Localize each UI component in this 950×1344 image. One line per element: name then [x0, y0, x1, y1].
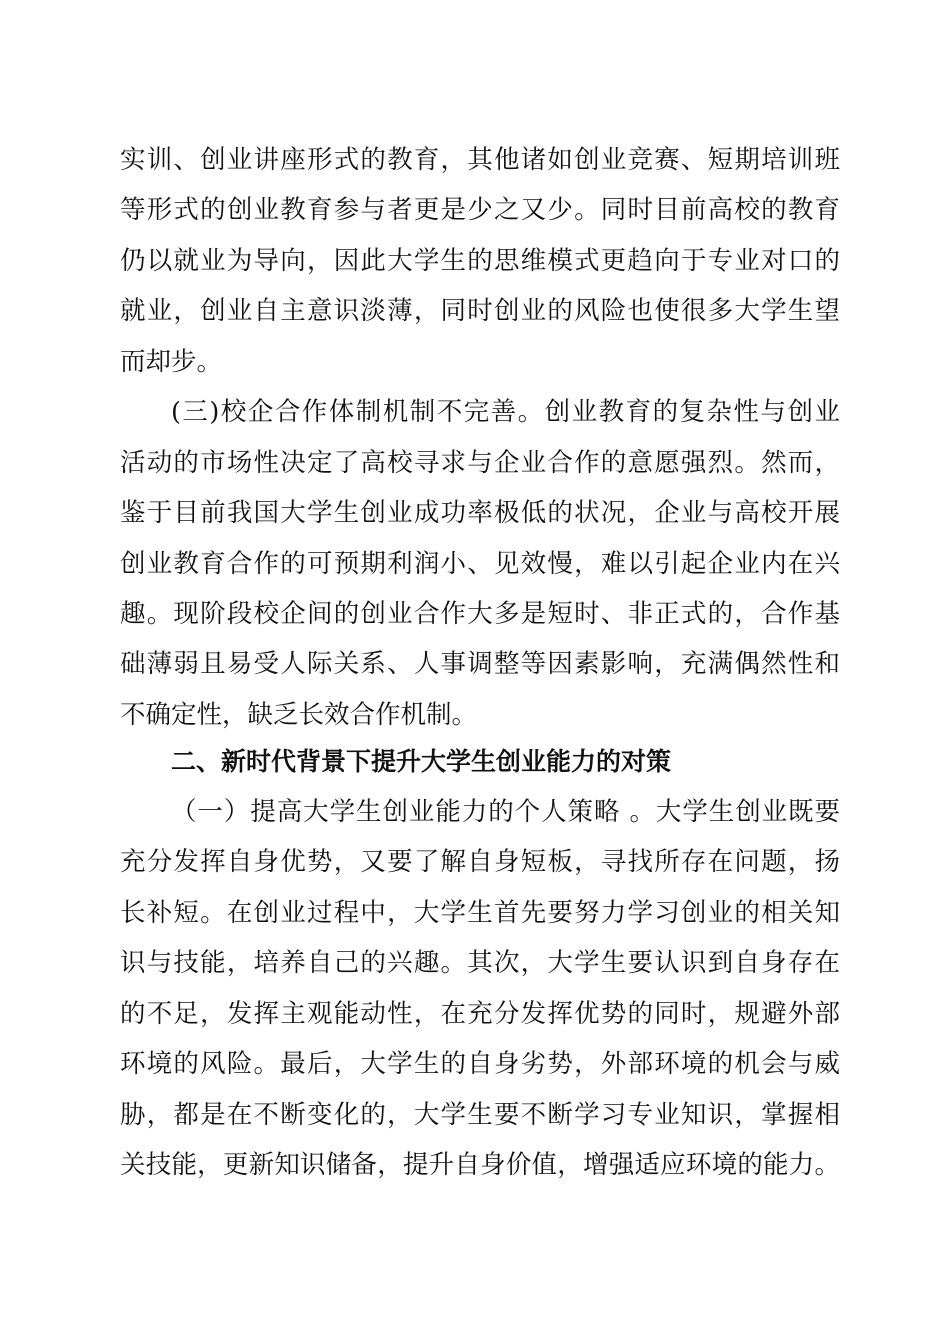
text-line: 的不足，发挥主观能动性，在充分发挥优势的同时，规避外部 [120, 999, 840, 1029]
text-line: 环境的风险。最后，大学生的自身劣势，外部环境的机会与威 [120, 1049, 840, 1079]
text-line: 创业教育合作的可预期利润小、见效慢，难以引起企业内在兴 [120, 549, 840, 579]
section-heading: 二、新时代背景下提升大学生创业能力的对策 [171, 747, 672, 776]
text-line: 等形式的创业教育参与者更是少之又少。同时目前高校的教育 [120, 195, 840, 225]
text-line: 识与技能，培养自己的兴趣。其次，大学生要认识到自身存在 [120, 948, 840, 978]
text-line: 仍以就业为导向，因此大学生的思维模式更趋向于专业对口的 [120, 246, 840, 276]
text-line: 关技能，更新知识储备，提升自身价值，增强适应环境的能力。 [120, 1150, 840, 1180]
text-line: 充分发挥自身优势，又要了解自身短板，寻找所存在问题，扬 [120, 847, 840, 877]
text-line: 活动的市场性决定了高校寻求与企业合作的意愿强烈。然而， [120, 448, 840, 478]
text-line: (三)校企合作体制机制不完善。创业教育的复杂性与创业 [171, 397, 840, 427]
text-line: 鉴于目前我国大学生创业成功率极低的状况，企业与高校开展 [120, 498, 840, 528]
text-line: 就业，创业自主意识淡薄，同时创业的风险也使很多大学生望 [120, 296, 840, 326]
text-line: 胁，都是在不断变化的，大学生要不断学习专业知识，掌握相 [120, 1100, 840, 1130]
text-line: （一）提高大学生创业能力的个人策略 。大学生创业既要 [171, 797, 840, 827]
text-line: 不确定性，缺乏长效合作机制。 [120, 700, 478, 730]
text-line: 趣。现阶段校企间的创业合作大多是短时、非正式的，合作基 [120, 599, 840, 629]
text-line: 础薄弱且易受人际关系、人事调整等因素影响，充满偶然性和 [120, 649, 840, 679]
text-line: 实训、创业讲座形式的教育，其他诸如创业竞赛、短期培训班 [120, 145, 840, 175]
text-line: 长补短。在创业过程中，大学生首先要努力学习创业的相关知 [120, 898, 840, 928]
text-line: 而却步。 [120, 347, 223, 377]
